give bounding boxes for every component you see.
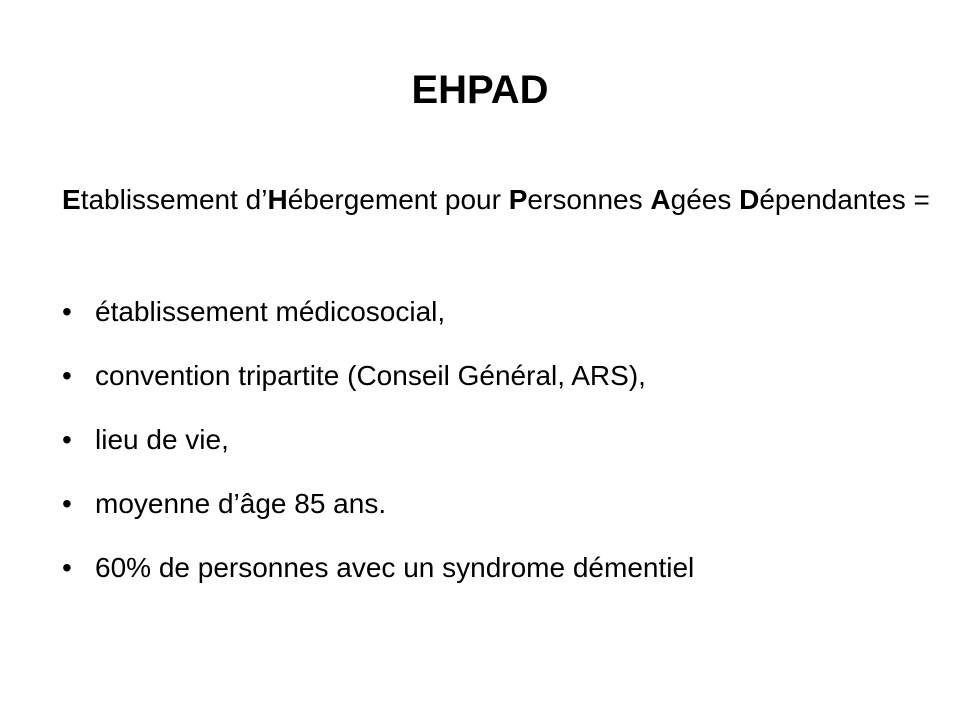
bullet-item — [62, 420, 902, 460]
bullet-dot-icon: • — [62, 360, 72, 391]
intro-part: P — [508, 184, 528, 215]
bullet-item — [62, 484, 902, 524]
bullet-dot-icon: • — [62, 552, 72, 583]
bullet-item — [62, 292, 902, 332]
bullet-text: établissement médicosocial, — [95, 296, 446, 327]
bullet-text: 60% de personnes avec un syndrome démentiel — [95, 552, 695, 583]
bullet-dot-icon: • — [62, 424, 72, 455]
slide-title: EHPAD — [411, 68, 549, 112]
intro-part: E — [62, 184, 81, 215]
intro-part: H — [267, 184, 288, 215]
bullet-text: lieu de vie, — [95, 424, 229, 455]
bullet-text: convention tripartite (Conseil Général, ARS), — [95, 360, 646, 391]
bullet-dot-icon: • — [62, 488, 72, 519]
bullet-dot-icon: • — [62, 296, 72, 327]
intro-part: A — [650, 184, 671, 215]
intro-part: gées — [670, 184, 740, 215]
bullet-item — [62, 548, 902, 588]
intro-part: ébergement pour — [287, 184, 509, 215]
bullet-item — [62, 356, 902, 396]
bullet-list — [62, 292, 902, 612]
intro-part: ersonnes — [527, 184, 651, 215]
intro-part: épendantes = — [759, 184, 930, 215]
bullet-text: moyenne d’âge 85 ans. — [95, 488, 387, 519]
intro-paragraph — [62, 180, 935, 220]
intro-part: tablissement d’ — [80, 184, 268, 215]
intro-part: D — [739, 184, 760, 215]
